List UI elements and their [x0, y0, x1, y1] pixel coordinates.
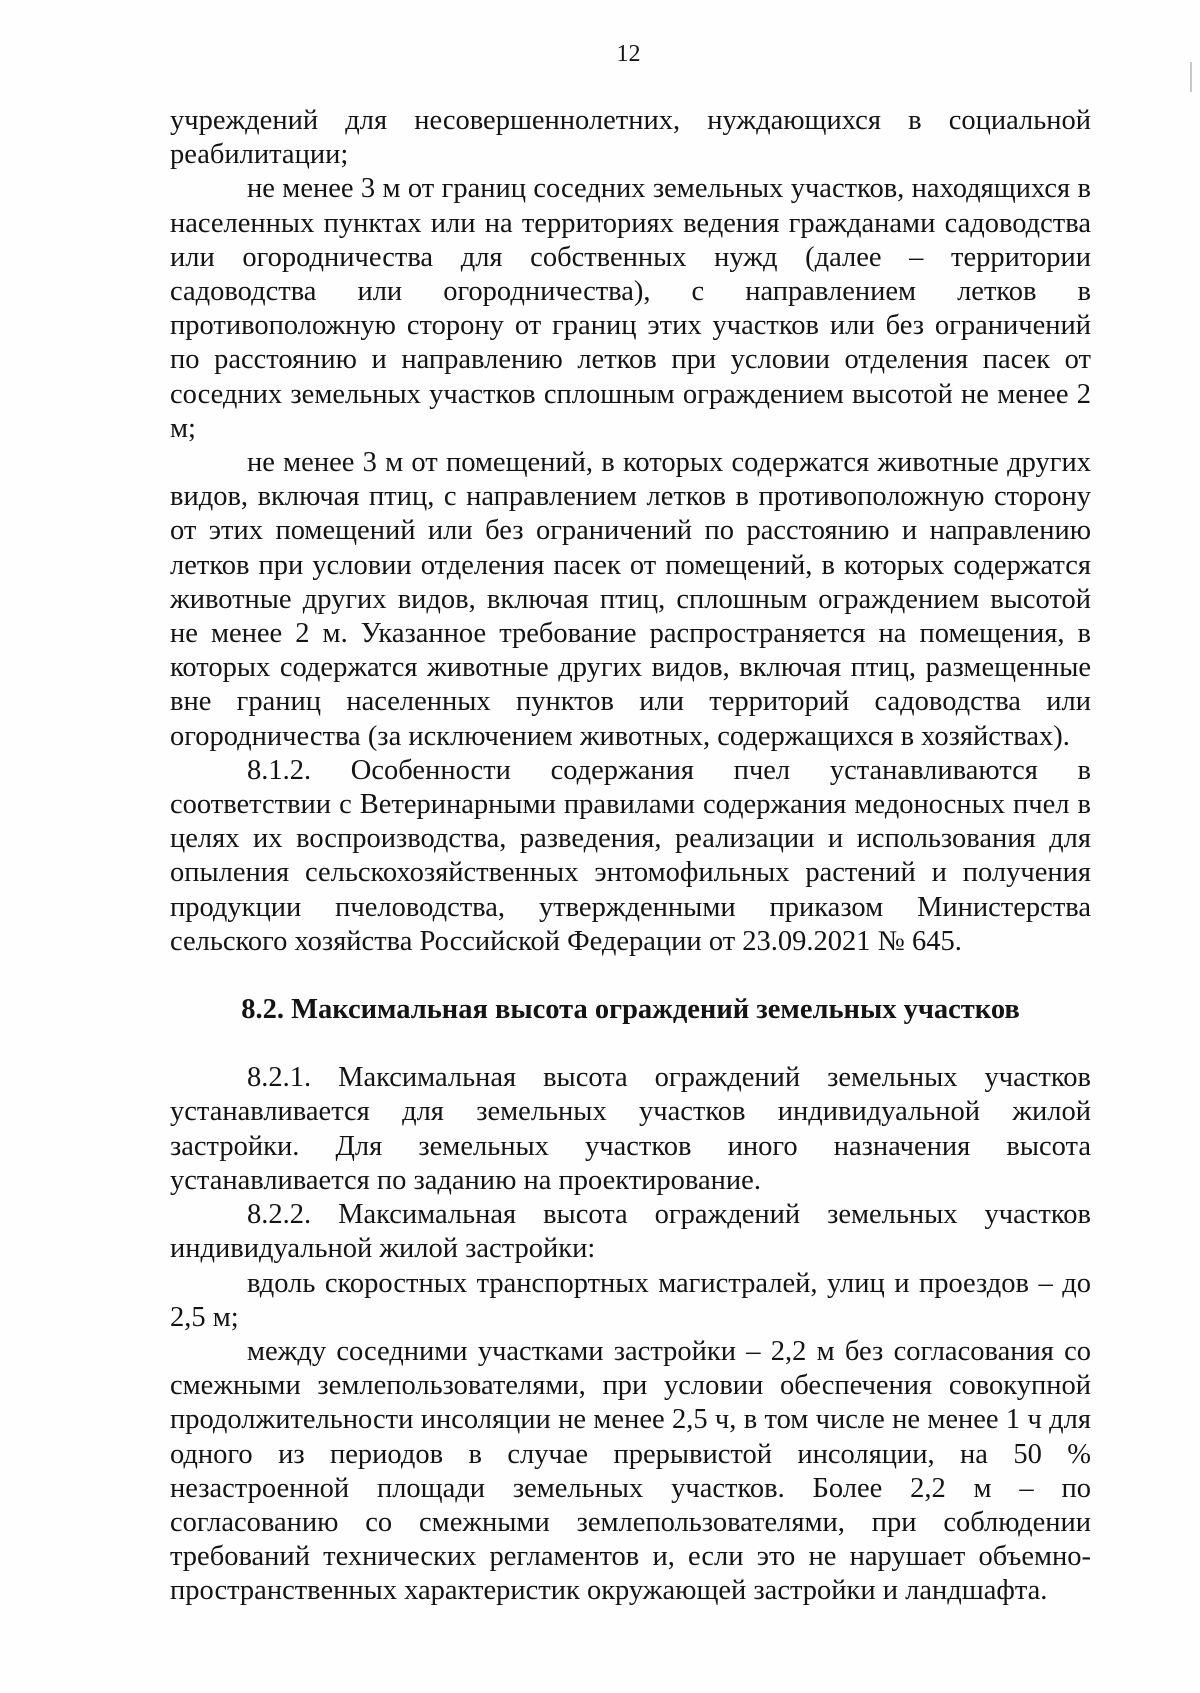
paragraph: 8.2.1. Максимальная высота ограждений земельных участков устанавливается для земельных участков индивидуальной жилой застройки. Для земельных участков иного назначения высота устанавливается по заданию на проектирование.	[170, 1062, 1091, 1196]
paragraph: вдоль скоростных транспортных магистралей, улиц и проездов – до 2,5 м;	[170, 1267, 1091, 1333]
section-heading: 8.2. Максимальная высота ограждений земельных участков	[241, 994, 1020, 1026]
page-number: 12	[616, 41, 641, 67]
paragraph: между соседними участками застройки – 2,2 м без согласования со смежными землепользователями, при условии обеспечения совокупной продолжительности инсоляции не менее 2,5 ч, в том числе не менее 1 ч для одного из периодов в случае прерывистой инсоляции, на 50 % незастроенной площади земельных участков. Более 2,2 м – по согласованию со смежными землепользователями, при соблюдении требований технических регламентов и, если это не нарушает объемно-пространственных характеристик окружающей застройки и ландшафта.	[170, 1335, 1091, 1607]
paragraph: 8.1.2. Особенности содержания пчел устанавливаются в соответствии с Ветеринарными правилами содержания медоносных пчел в целях их воспроизводства, разведения, реализации и использования для опыления сельскохозяйственных энтомофильных растений и получения продукции пчеловодства, утвержденными приказом Министерства сельского хозяйства Российской Федерации от 23.09.2021 № 645.	[170, 754, 1091, 957]
paragraph: не менее 3 м от границ соседних земельных участков, находящихся в населенных пунктах или на территориях ведения гражданами садоводства или огородничества для собственных нужд (далее – территории садоводства или огородничества), с направлением летков в противоположную сторону от границ этих участков или без ограничений по расстоянию и направлению летков при условии отделения пасек от соседних земельных участков сплошным ограждением высотой не менее 2 м;	[170, 173, 1091, 444]
paragraph: не менее 3 м от помещений, в которых содержатся животные других видов, включая птиц, с направлением летков в противоположную сторону от этих помещений или без ограничений по расстоянию и направлению летков при условии отделения пасек от помещений, в которых содержатся животные других видов, включая птиц, сплошным ограждением высотой не менее 2 м. Указанное требование распространяется на помещения, в которых содержатся животные других видов, включая птиц, размещенные вне границ населенных пунктов или территорий садоводства или огородничества (за исключением животных, содержащихся в хозяйствах).	[170, 447, 1091, 752]
document-body	[170, 104, 1091, 1609]
paragraph: 8.2.2. Максимальная высота ограждений земельных участков индивидуальной жилой застройки:	[170, 1199, 1091, 1265]
paragraph: учреждений для несовершеннолетних, нуждающихся в социальной реабилитации;	[170, 105, 1091, 171]
